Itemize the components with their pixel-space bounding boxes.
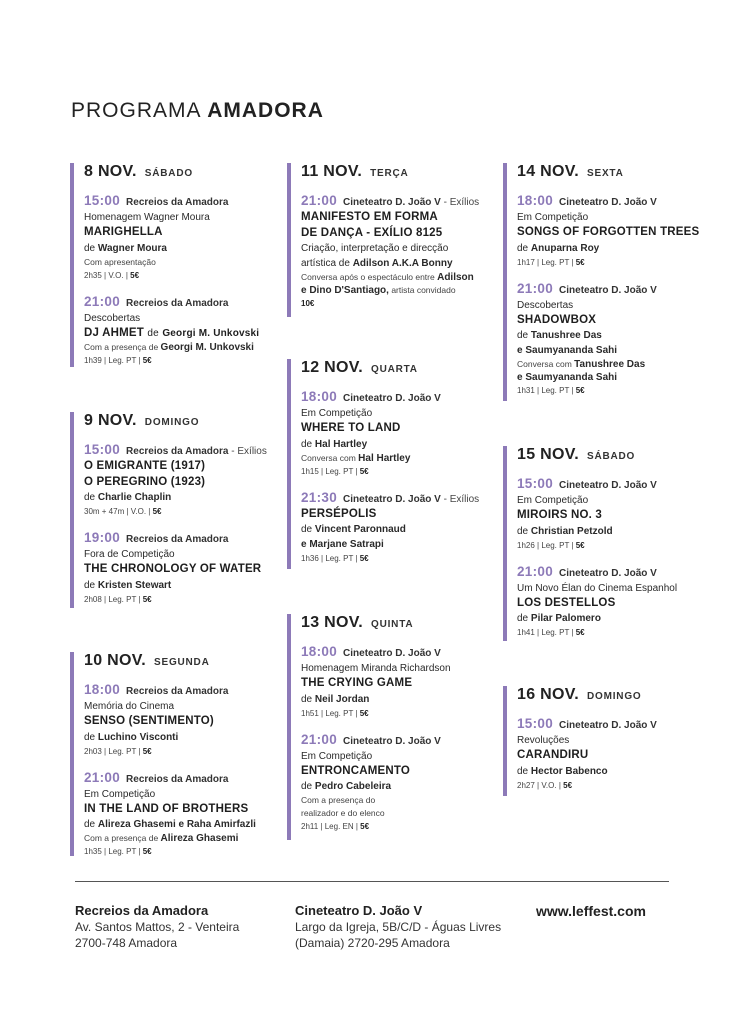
film-title: THE CHRONOLOGY OF WATER [84,563,262,575]
director-name: e Marjane Satrapi [301,539,384,550]
session-info [84,269,284,282]
venue-address: Av. Santos Mattos, 2 - Venteira [75,920,240,934]
director-name: Luchino Visconti [97,731,179,743]
de-prefix: de [517,613,529,624]
info-text: 1h51 | Leg. PT | [301,708,360,718]
info-price: 5€ [142,356,152,365]
film-title: SENSO (SENTIMENTO) [84,715,214,727]
session-venue: Cineteatro D. João V [559,197,657,208]
film-title: SHADOWBOX [517,313,597,326]
day-accent-bar [70,412,74,608]
note-name: e Saumyananda Sahi [517,372,618,383]
session-time: 21:00 [517,280,554,296]
film-title: O EMIGRANTE (1917) [84,460,206,472]
info-text: 1h39 | Leg. PT | [84,356,143,365]
film-director [84,730,284,745]
day-weekday: SEXTA [587,168,624,179]
de-prefix: de [84,731,96,743]
session-info [84,354,284,367]
session-venue: Recreios da Amadora [126,534,229,545]
note-text: Com a presença de [84,833,161,843]
session-time: 15:00 [84,442,121,457]
de-prefix: de [517,765,529,777]
session-info [517,539,717,552]
session-section: Descobertas [84,312,141,324]
film-director [301,522,501,537]
director-name: Christian Petzold [530,525,613,537]
film-title: SONGS OF FORGOTTEN TREES [517,226,700,238]
info-price: 5€ [142,594,152,604]
session-note [301,284,501,297]
session-time-venue [301,490,501,507]
day-11-nov [287,163,501,317]
session-info [84,593,284,606]
session-time: 21:30 [301,489,338,505]
day-header [84,412,284,432]
credit-name: Adilson A.K.A Bonny [352,258,453,269]
day-accent-bar [70,163,74,367]
day-header [301,359,501,379]
film-director [517,241,717,256]
session [84,193,284,282]
session-section: Em Competição [517,212,589,223]
film-title: MIROIRS NO. 3 [517,509,603,521]
session-time-venue [517,564,717,581]
info-text: 1h35 | Leg. PT | [84,847,143,856]
session-section: Homenagem Wagner Moura [84,212,210,223]
session-time: 21:00 [301,193,338,208]
film-title: CARANDIRU [517,749,589,761]
session-venue: Cineteatro D. João V [559,284,657,296]
session-time: 15:00 [517,716,554,731]
session [301,644,501,720]
de-prefix: de [84,579,96,591]
day-weekday: QUARTA [371,364,418,375]
de-prefix: de [84,819,96,830]
de-prefix: de [301,524,313,535]
director-name: Neil Jordan [314,693,370,705]
de-prefix: de [517,242,529,254]
film-title: DE DANÇA - EXÍLIO 8125 [301,226,443,239]
film-director [301,779,501,794]
session [517,281,717,398]
info-text: 2h03 | Leg. PT | [84,746,143,756]
session-venue: Cineteatro D. João V [343,735,441,747]
day-header [517,446,717,466]
session [517,476,717,552]
info-text: 2h11 | Leg. EN | [301,822,361,831]
session-time: 18:00 [301,389,338,404]
film-title: MARIGHELLA [84,226,163,238]
session-time-venue [84,682,284,699]
film-director [517,611,717,626]
session-info [517,256,717,269]
day-header [84,163,284,183]
day-date: 13 NOV. [301,614,363,631]
director-name: Anuparna Roy [530,242,600,254]
session-time-venue [301,732,501,749]
session-time-venue [84,770,284,787]
session-time: 21:00 [517,563,554,579]
session-info [301,552,501,565]
note-name: Tanushree Das [574,359,646,370]
director-name: Alireza Ghasemi e Raha Amirfazli [97,819,256,830]
session-venue: Recreios da Amadora [126,686,229,697]
day-13-nov [287,614,501,840]
info-price: 5€ [575,540,585,550]
session-time-venue [301,389,501,406]
info-price: 5€ [359,466,369,476]
credit-artist [301,256,501,271]
de-prefix: de [301,781,313,792]
film-title: O PEREGRINO (1923) [84,475,206,488]
day-accent-bar [503,446,507,641]
film-title: THE CRYING GAME [301,677,413,689]
de-prefix: de [84,242,96,254]
film-director [84,241,284,256]
day-9-nov [70,412,284,608]
day-accent-bar [287,163,291,317]
venue-postcode: 2700-748 Amadora [75,936,178,950]
session-venue: Recreios da Amadora [126,446,229,457]
info-price: 5€ [563,780,573,790]
film-title: PERSÉPOLIS [301,507,377,520]
info-text: 1h36 | Leg. PT | [301,554,360,563]
de-prefix: de [517,525,529,537]
day-accent-bar [287,359,291,569]
day-header [84,652,284,672]
film-title: ENTRONCAMENTO [301,764,411,777]
note-name: Adilson [437,272,474,283]
de-prefix: de [301,438,313,450]
session-time: 21:00 [301,731,338,747]
page-title [71,99,324,123]
session-time-venue [301,644,501,661]
session-note [84,341,284,354]
session-note: Com a presença do [301,795,376,805]
film-title: IN THE LAND OF BROTHERS [84,802,249,815]
session-time-venue [517,476,717,493]
session-note [517,371,717,384]
session-time: 18:00 [301,644,338,659]
credit-line: Criação, interpretação e direcção [301,243,449,254]
session-section: Em Competição [301,750,373,762]
day-date: 8 NOV. [84,163,137,180]
note-name: e Dino D'Santiago, [301,285,389,296]
title-bold: AMADORA [207,99,324,122]
film-director [84,490,284,505]
film-title: LOS DESTELLOS [517,596,616,609]
info-text: 1h31 | Leg. PT | [517,386,576,395]
day-12-nov [287,359,501,569]
day-date: 10 NOV. [84,652,146,669]
de-prefix: de [517,330,529,341]
footer-venue-recreios [75,903,239,951]
film-title [84,326,284,342]
film-director [84,578,284,593]
day-date: 11 NOV. [301,163,363,180]
session-time: 21:00 [84,769,121,785]
day-date: 15 NOV. [517,446,579,463]
day-weekday: QUINTA [371,619,414,630]
session-section: Fora de Competição [84,549,175,560]
info-text: 2h08 | Leg. PT | [84,594,143,604]
day-header [301,163,501,183]
session-note: realizador e do elenco [301,808,385,818]
session-time-venue [517,281,717,298]
day-weekday: TERÇA [370,168,409,179]
session-info [517,384,717,397]
session-note [517,358,717,371]
info-price: 5€ [359,708,369,718]
session-time-venue [84,442,284,459]
session-info [301,707,501,720]
session-section: Em Competição [517,495,589,506]
film-title-text: DJ AHMET [84,326,144,339]
note-text: Conversa após o espectáculo entre [301,272,438,282]
film-director [84,817,284,832]
session [84,770,284,859]
note-name: Hal Hartley [358,452,411,464]
info-text: 2h35 | V.O. | [84,270,131,280]
info-price: 5€ [575,257,585,267]
info-text: 30m + 47m | V.O. | [84,507,153,516]
director-name: Hector Babenco [530,765,608,777]
info-text: 1h41 | Leg. PT | [517,628,576,637]
session [301,193,501,310]
note-text: Com a presença de [84,342,161,352]
day-date: 12 NOV. [301,359,363,376]
note-text: artista convidado [388,285,456,295]
info-price: 5€ [130,270,140,280]
director-name: Georgi M. Unkovski [162,327,260,339]
film-title: WHERE TO LAND [301,422,401,434]
credit-prefix: artística de [301,258,353,269]
info-text: 1h17 | Leg. PT | [517,257,576,267]
venue-postcode: (Damaia) 2720-295 Amadora [295,936,450,950]
day-header [517,163,717,183]
venue-address: Largo da Igreja, 5B/C/D - Águas Livres [295,920,502,934]
session-info [84,845,284,858]
session [301,732,501,834]
day-weekday: DOMINGO [587,691,642,702]
film-director [517,328,717,343]
session-time-venue [84,294,284,311]
session [301,389,501,478]
venue-name: Recreios da Amadora [75,903,209,918]
session [84,682,284,758]
session [84,530,284,606]
session-time-venue [84,193,284,210]
day-14-nov [503,163,717,401]
session-info [301,297,501,310]
title-light: PROGRAMA [71,99,201,122]
info-price: 5€ [142,746,152,756]
day-accent-bar [503,686,507,796]
de-prefix: de [147,327,159,339]
director-name: Tanushree Das [530,330,602,341]
film-director [517,524,717,539]
session [517,716,717,792]
session-time: 18:00 [84,682,121,697]
session-info [301,465,501,478]
session-section: Revoluções [517,735,570,746]
film-director [301,692,501,707]
session-section: Homenagem Miranda Richardson [301,663,451,674]
info-price: 5€ [575,386,585,395]
session-time-venue [517,716,717,733]
day-8-nov [70,163,284,367]
session-section: Em Competição [84,788,156,800]
note-text: Conversa com [517,359,575,369]
session-section: Em Competição [301,408,373,419]
venue-name: Cineteatro D. João V [295,903,423,918]
session-venue: Recreios da Amadora [126,197,229,208]
footer-venue-cineteatro [295,903,501,951]
note-text: Conversa com [301,452,359,463]
session-info [517,626,717,639]
session-venue: Cineteatro D. João V [559,480,657,491]
session-note [301,452,501,465]
session-venue: Recreios da Amadora [126,773,229,785]
session-time: 18:00 [517,193,554,208]
session-info [517,779,717,792]
session-time-venue [301,193,501,210]
info-price: 5€ [360,822,370,831]
day-15-nov [503,446,717,641]
info-text: 1h15 | Leg. PT | [301,466,360,476]
day-weekday: SÁBADO [144,168,193,179]
session-note: Com apresentação [84,256,156,267]
day-weekday: DOMINGO [144,417,200,428]
session [301,490,501,566]
session [517,564,717,640]
info-text: 2h27 | V.O. | [517,780,564,790]
director-name: Pilar Palomero [530,613,601,624]
director-name: Wagner Moura [97,242,167,254]
session-section: Um Novo Élan do Cinema Espanhol [517,582,678,594]
session-venue: Cineteatro D. João V [343,197,441,208]
session-venue: Recreios da Amadora [126,297,229,309]
de-prefix: de [301,693,313,705]
day-accent-bar [287,614,291,840]
day-date: 16 NOV. [517,686,579,703]
day-10-nov [70,652,284,856]
day-date: 14 NOV. [517,163,579,180]
session-section: Descobertas [517,299,574,311]
info-text: 1h26 | Leg. PT | [517,540,576,550]
director-name: Hal Hartley [314,438,368,450]
day-16-nov [503,686,717,796]
film-director [301,537,501,552]
session-time-venue [84,530,284,547]
day-accent-bar [70,652,74,856]
session-venue: Cineteatro D. João V [343,393,441,404]
session-extra: - Exílios [228,446,267,457]
website-link[interactable]: www.leffest.com [536,903,646,919]
info-price: 5€ [359,554,369,563]
director-name: Pedro Cabeleira [314,781,392,792]
session-time-venue [517,193,717,210]
session-extra: - Exílios [440,197,480,208]
day-weekday: SÁBADO [587,451,636,462]
session-info [84,505,284,518]
director-name: Charlie Chaplin [97,492,172,503]
session-section: Memória do Cinema [84,701,175,712]
director-name: Vincent Paronnaud [314,524,406,535]
session [517,193,717,269]
film-director [517,764,717,779]
note-name: Alireza Ghasemi [160,833,239,844]
day-header [517,686,717,706]
info-price: 10€ [301,299,315,308]
film-director [517,343,717,358]
info-price: 5€ [575,628,585,637]
session-time: 21:00 [84,293,121,309]
session-time: 19:00 [84,530,121,545]
day-accent-bar [503,163,507,401]
director-name: e Saumyananda Sahi [517,345,618,356]
session-venue: Cineteatro D. João V [343,648,441,659]
session-info [301,820,501,833]
director-name: Kristen Stewart [97,579,172,591]
session-venue: Cineteatro D. João V [559,567,657,579]
session-time: 15:00 [517,476,554,491]
session-note [301,271,501,284]
footer-divider [75,881,669,882]
day-header [301,614,501,634]
film-director [301,437,501,452]
info-price: 5€ [142,847,152,856]
de-prefix: de [84,492,96,503]
session-venue: Cineteatro D. João V [343,493,441,505]
session-extra: - Exílios [440,493,480,505]
day-date: 9 NOV. [84,412,137,429]
session-venue: Cineteatro D. João V [559,720,657,731]
day-weekday: SEGUNDA [154,657,210,668]
session-info [84,745,284,758]
film-title: MANIFESTO EM FORMA [301,211,438,223]
session [84,442,284,518]
session [84,294,284,368]
session-time: 15:00 [84,193,121,208]
session-note [84,832,284,845]
info-price: 5€ [152,507,162,516]
note-name: Georgi M. Unkovski [160,342,254,353]
